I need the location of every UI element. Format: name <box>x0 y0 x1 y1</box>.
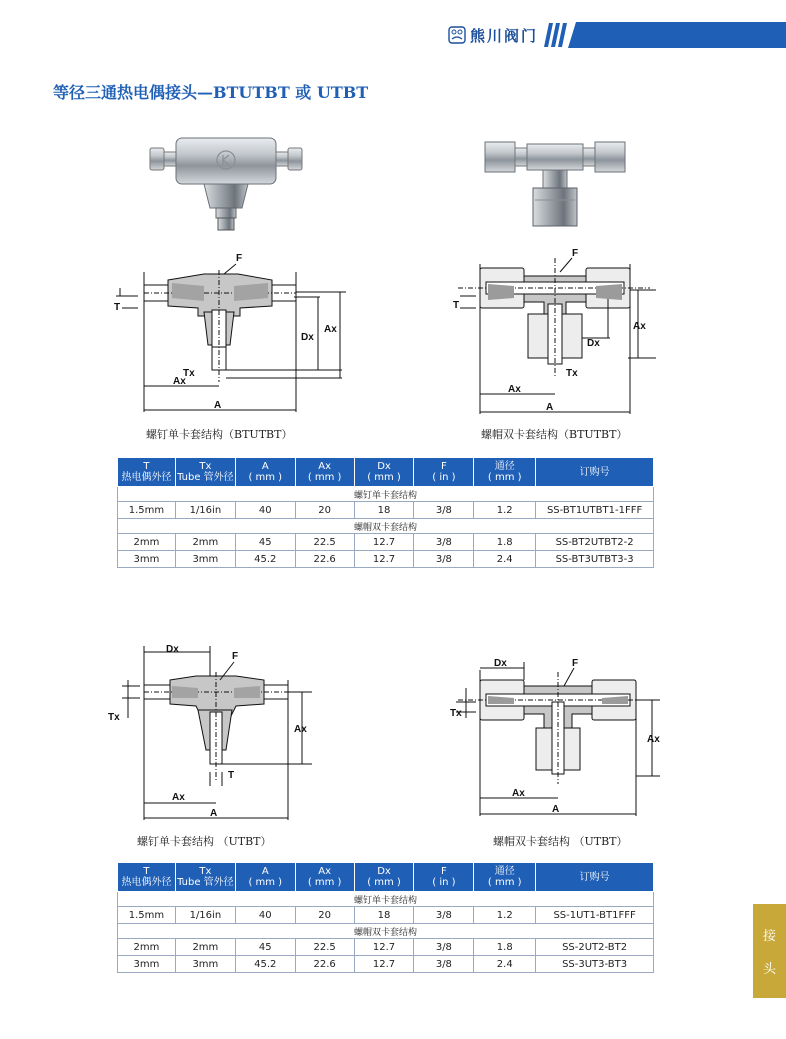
col-F: F ( in ) <box>414 863 474 892</box>
label-Dx-utbt-nut: Dx <box>494 658 507 669</box>
table-row: 2mm 2mm 45 22.5 12.7 3/8 1.8 SS-2UT2-BT2 <box>118 939 654 956</box>
col-Ax: Ax ( mm ) <box>295 863 354 892</box>
col-Dx: Dx ( mm ) <box>354 458 414 487</box>
label-Dx-nut: Dx <box>587 338 600 349</box>
label-F: F <box>236 253 243 264</box>
label-Ax-bottom: Ax <box>173 376 186 387</box>
label-Dx: Dx <box>301 332 314 343</box>
label-A-utbt: A <box>210 808 218 819</box>
label-Tx-utbt-nut: Tx <box>450 708 462 719</box>
section-row: 螺钉单卡套结构 <box>118 487 654 502</box>
label-Tx: Tx <box>183 368 195 379</box>
diagram-utbt-screw <box>106 640 326 825</box>
bear-logo-icon <box>448 26 466 44</box>
col-bore: 通径 ( mm ) <box>474 458 536 487</box>
label-A-utbt-nut: A <box>552 804 560 815</box>
brand-name: 熊川阀门 <box>469 26 538 45</box>
table-row: 3mm 3mm 45.2 22.6 12.7 3/8 2.4 SS-BT3UTBT3-3 <box>118 551 654 568</box>
col-bore: 通径 ( mm ) <box>474 863 536 892</box>
side-section-tab[interactable] <box>753 904 786 998</box>
caption-top-left: 螺钉单卡套结构（BTUTBT） <box>146 428 293 441</box>
label-Ax-nut: Ax <box>633 321 646 332</box>
table-row: 1.5mm 1/16in 40 20 18 3/8 1.2 SS-1UT1-BT1FFF <box>118 907 654 924</box>
label-Tx-utbt: Tx <box>108 712 120 723</box>
col-T: T 热电偶外径 <box>118 458 176 487</box>
col-order: 订购号 <box>536 863 654 892</box>
page-header <box>0 22 786 48</box>
col-Dx: Dx ( mm ) <box>354 863 414 892</box>
label-Ax-nut-bottom: Ax <box>508 384 521 395</box>
label-Ax-utbt-bottom: Ax <box>172 792 185 803</box>
label-Ax: Ax <box>324 324 337 335</box>
product-photo-btutbt-screw <box>146 128 306 236</box>
section-row: 螺钉单卡套结构 <box>118 892 654 907</box>
label-T-utbt: T <box>228 770 235 781</box>
col-A: A ( mm ) <box>235 863 295 892</box>
col-Ax: Ax ( mm ) <box>295 458 354 487</box>
label-F-nut: F <box>572 248 579 259</box>
label-A-nut: A <box>546 402 554 413</box>
decor-slashes <box>544 23 570 47</box>
label-A: A <box>214 400 222 411</box>
col-F: F ( in ) <box>414 458 474 487</box>
label-F-utbt-nut: F <box>572 658 579 669</box>
spec-table-btutbt <box>117 457 654 568</box>
label-T: T <box>114 302 121 313</box>
label-F-utbt: F <box>232 651 239 662</box>
brand <box>448 23 538 47</box>
label-Dx-utbt: Dx <box>166 644 179 655</box>
label-Tx-nut: Tx <box>566 368 578 379</box>
caption-bottom-left: 螺钉单卡套结构 （UTBT） <box>137 835 272 848</box>
diagram-btutbt-nut <box>450 248 660 420</box>
label-Ax-utbt: Ax <box>294 724 307 735</box>
table-row: 1.5mm 1/16in 40 20 18 3/8 1.2 SS-BT1UTBT1-1FFF <box>118 502 654 519</box>
label-Ax-utbt-nut: Ax <box>647 734 660 745</box>
product-photo-btutbt-nut <box>475 130 635 234</box>
page-title: 等径三通热电偶接头—BTUTBT 或 UTBT <box>53 83 369 102</box>
caption-bottom-right: 螺帽双卡套结构 （UTBT） <box>493 835 628 848</box>
side-tab-char-1: 接 <box>762 929 776 944</box>
caption-top-right: 螺帽双卡套结构（BTUTBT） <box>481 428 628 441</box>
col-order: 订购号 <box>536 458 654 487</box>
section-row: 螺帽双卡套结构 <box>118 924 654 939</box>
diagram-utbt-nut <box>448 652 664 820</box>
col-A: A ( mm ) <box>235 458 295 487</box>
label-Ax-utbt-nut-bottom: Ax <box>512 788 525 799</box>
spec-table-utbt <box>117 862 654 973</box>
col-Tx: Tx Tube 管外径 <box>175 458 235 487</box>
side-tab-char-2: 头 <box>762 962 776 977</box>
table-row: 2mm 2mm 45 22.5 12.7 3/8 1.8 SS-BT2UTBT2-2 <box>118 534 654 551</box>
label-T-nut: T <box>453 300 460 311</box>
section-row: 螺帽双卡套结构 <box>118 519 654 534</box>
header-accent-bar <box>568 22 786 48</box>
table-row: 3mm 3mm 45.2 22.6 12.7 3/8 2.4 SS-3UT3-BT3 <box>118 956 654 973</box>
diagram-btutbt-screw <box>108 250 348 420</box>
col-Tx: Tx Tube 管外径 <box>175 863 235 892</box>
col-T: T 热电偶外径 <box>118 863 176 892</box>
